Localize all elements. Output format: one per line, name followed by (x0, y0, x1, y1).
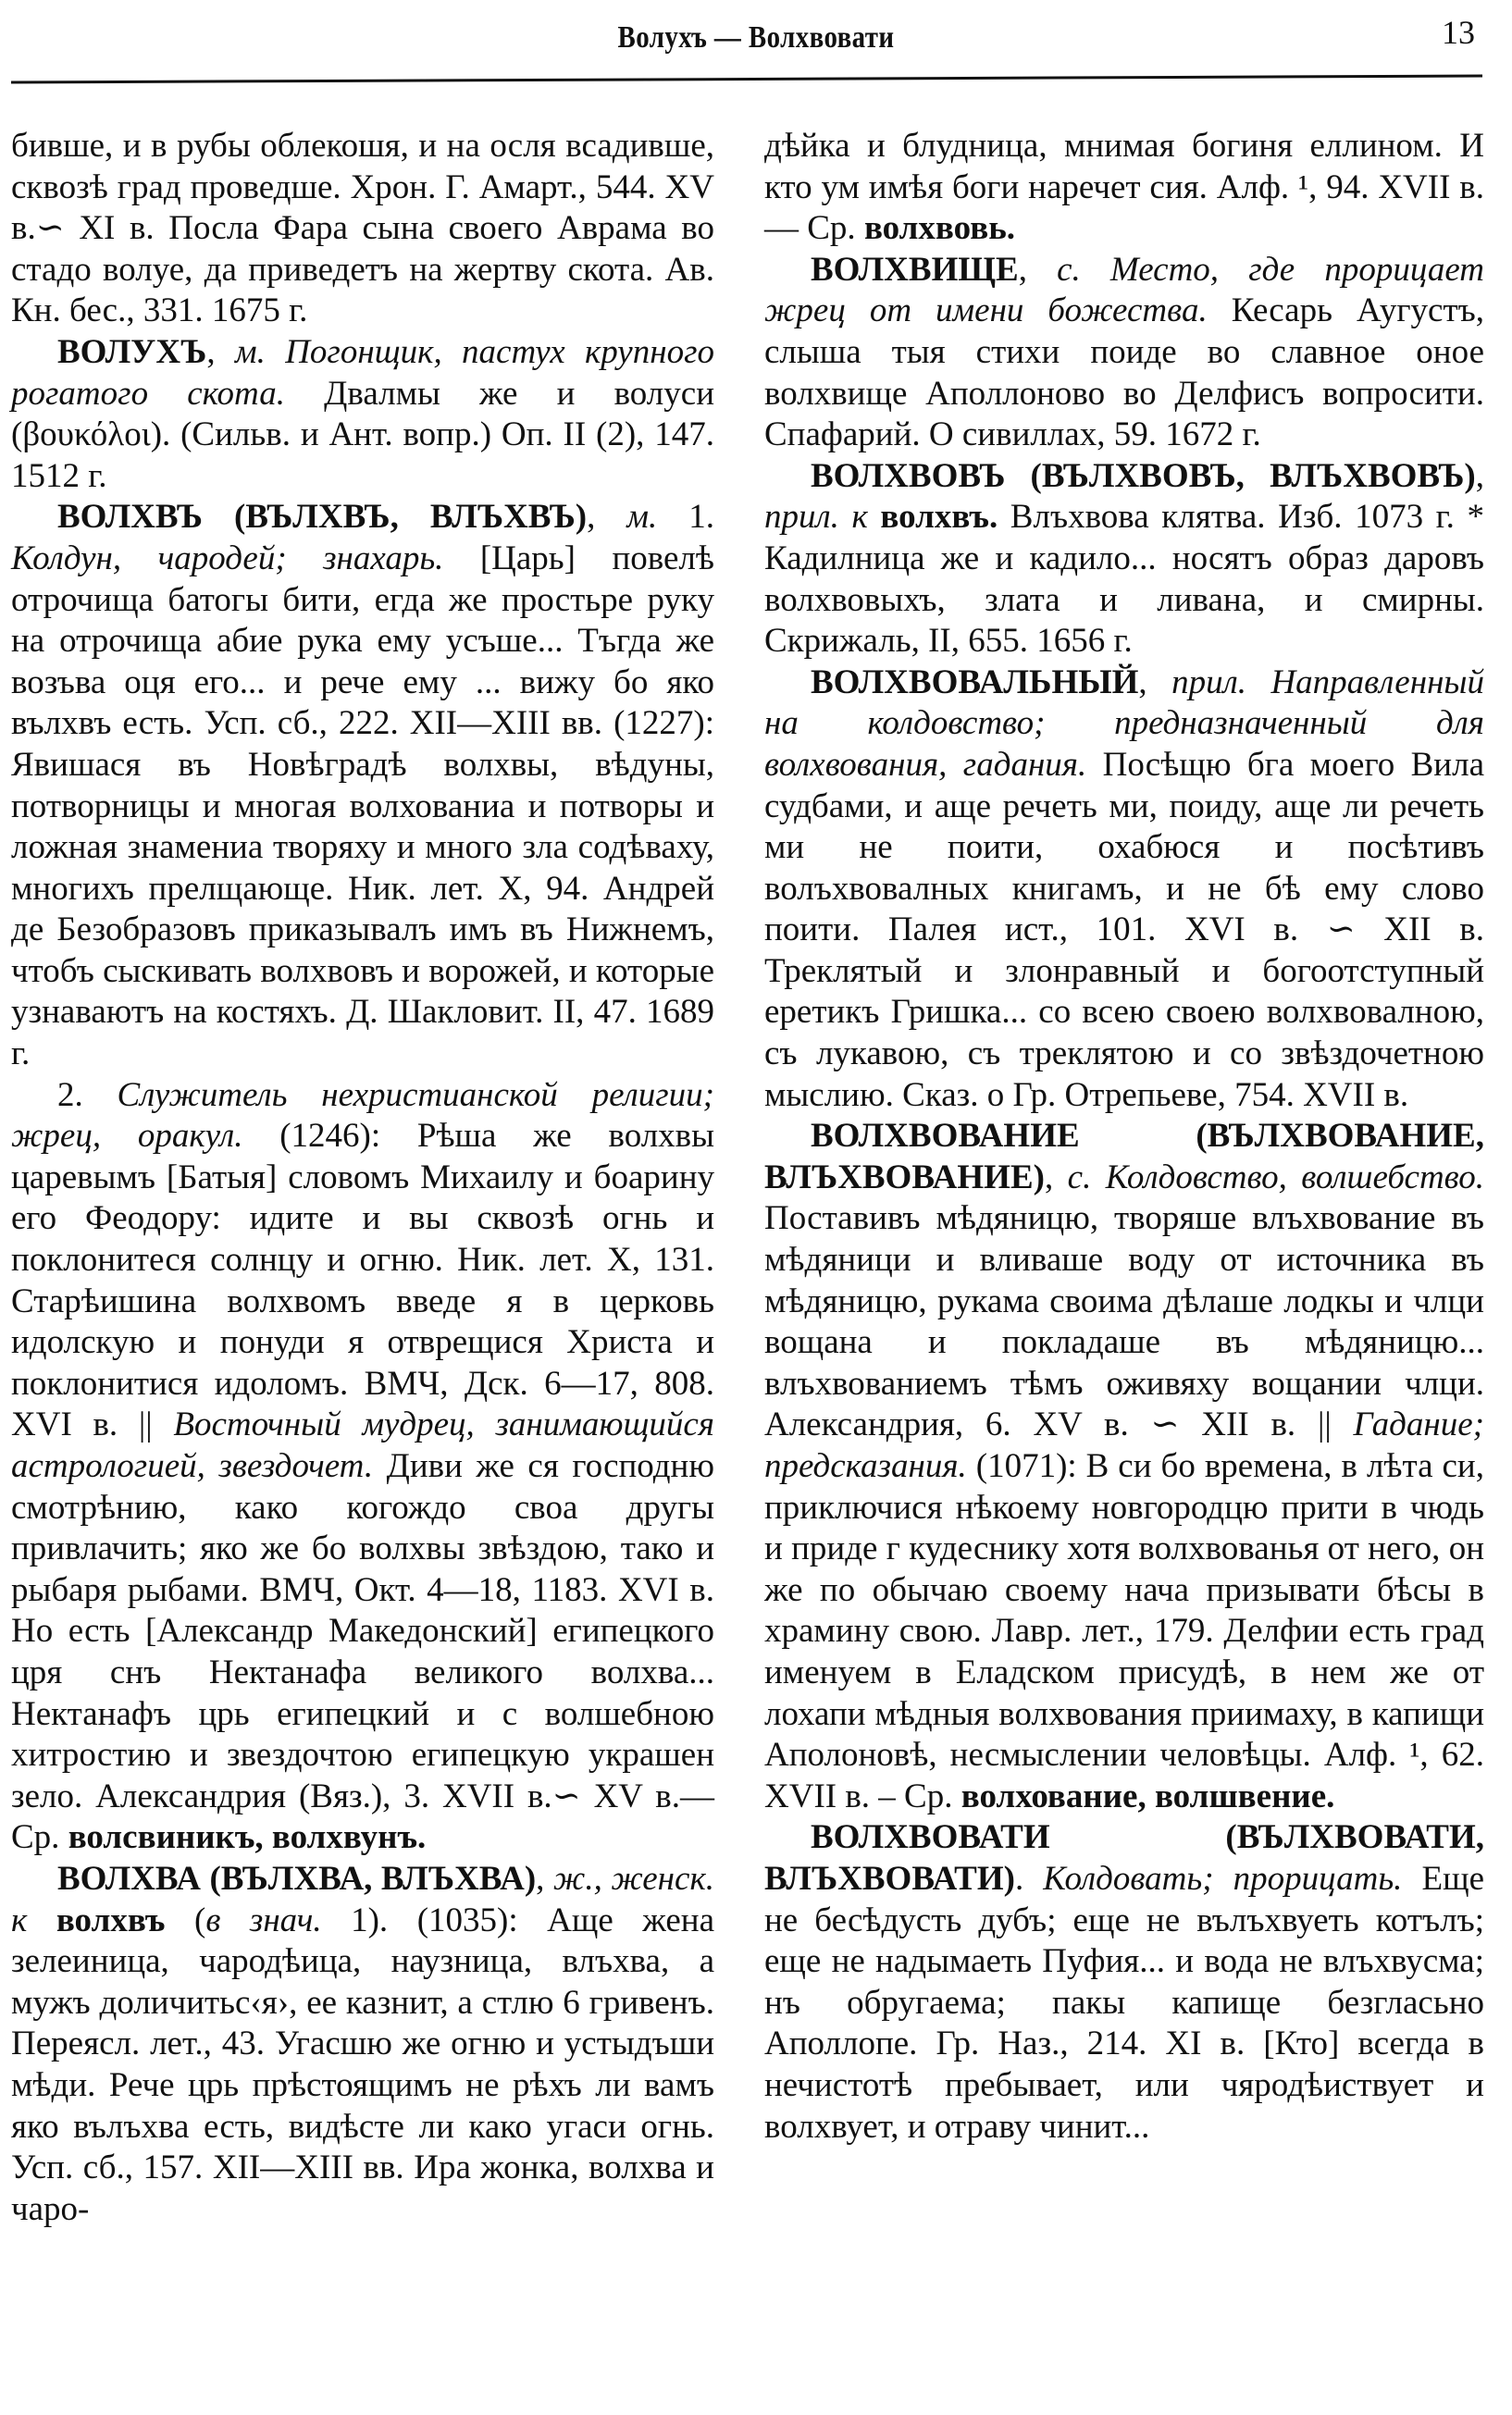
headword: ВОЛХВЪ (ВЪЛХВЪ, ВЛЪХВЪ) (57, 498, 588, 537)
right-column (764, 126, 1484, 2148)
entry-text: , (1138, 663, 1172, 701)
dictionary-entry (764, 250, 1484, 456)
entry-text: Двалмы же и волуси (βουκόλοι). (Сильв. и Ант. вопр.) Оп. II (2), 147. 1512 г. (11, 374, 714, 495)
definition-italic: в знач. (205, 1901, 322, 1939)
entry-text: (1071): В си бо времена, в лѣта си, приключися нѣкоему новгородцю прити в чюдь и приде г кудеснику хотя волхвованья от него, он же по обычаю своему нача призывати бѣсы в храмину свою. Лавр. лет., 179. Делфии есть град именуем в Еладском присудѣ, в нем же от лохапи мѣдныя волхвования приимаху, в капищи Аполоновѣ, несмыслении человѣцы. Алф. ¹, 62. XVII в. – Ср. (764, 1447, 1484, 1815)
headword: ВОЛХВОВЪ (ВЪЛХВОВЪ, ВЛЪХВОВЪ) (811, 456, 1476, 495)
entry-text: Еще не бесѣдусть дубъ; еще не вълъхвуеть котълъ; еще не надымаеть Пуфия... и вода не влъхвусма; нъ обругаема; пакы капище безгласьно Аполлопе. Гр. Наз., 214. XI в. [Кто] всегда в нечистотѣ пребывает, или чяродѣиствует и волхвует, и отраву чинит... (764, 1859, 1485, 2146)
entry-text: Влъхвова клятва. Изб. 1073 г. * Кадилница же и кадило... носятъ образ даровъ волхвовыхъ, злата и ливана, и смирны. Скрижаль, II, 655. 1656 г. (764, 498, 1484, 661)
entry-text: 1. (657, 498, 715, 537)
entry-text: бивше, и в рубы облекошя, и на осля всадивше, сквозѣ град проведше. Хрон. Г. Амарт., 544. XV в.∽ XI в. Посла Фара сына своего Аврама во стадо волуе, да приведетъ на жертву скота. Ав. Кн. бес., 331. 1675 г. (11, 127, 714, 330)
definition-italic: прил. Направленный на колдовство; предназначенный для волхвования, гадания. (764, 663, 1484, 784)
headword: ВОЛХВА (ВЪЛХВА, ВЛЪХВА) (57, 1859, 537, 1898)
definition-italic: ж., женск. к (11, 1859, 715, 1939)
entry-text: . (1014, 1859, 1044, 1898)
definition-italic: с. Место, где прорицает жрец от имени божества. (764, 250, 1484, 330)
definition-italic: Восточный мудрец, занимающийся астрологией, звездочет. (11, 1406, 714, 1485)
dictionary-entry (11, 1859, 714, 2230)
headword: ВОЛУХЪ (57, 332, 207, 371)
entry-text: дѣйка и блудница, мнимая богиня еллином. И кто ум имѣя боги наречет сия. Алф. ¹, 94. XVII в.— Ср. (764, 127, 1484, 248)
dictionary-entry (11, 126, 714, 332)
entry-text: Поставивъ мѣдяницю, творяше влъхвование въ мѣдяници и вливаше воду от источника въ мѣдяницю, рукама своима дѣлаше лодкы и члци вощана и покладаше въ мѣдяницю... влъхвованиемъ тѣмъ оживяху вощании члци. Александрия, 6. XV в. ∽ XII в. || (764, 1199, 1484, 1444)
entry-text (27, 1901, 56, 1939)
definition-italic: Гадание; предсказания. (764, 1406, 1484, 1485)
headword: волхвовь. (863, 209, 1016, 248)
entry-text: ( (165, 1901, 206, 1939)
entry-text (868, 498, 881, 536)
entry-text: , (1018, 250, 1058, 289)
dictionary-entry (11, 1075, 714, 1859)
dictionary-entry (11, 332, 714, 497)
headword: ВОЛХВОВАНИЕ (ВЪЛХВОВАНИЕ, ВЛЪХВОВАНИЕ) (764, 1117, 1484, 1196)
entry-text: [Царь] повелѣ отрочища батогы бити, егда же простьре руку на отрочища абие рука ему усъше... Тъгда же возъва оця его... и рече ему ... вижу бо яко вълхвъ есть. Усп. сб., 222. XII—XIII вв. (1227): Явишася въ Новѣградѣ волхвы, вѣдуны, потворницы и многая волхованиа и потворы и ложная знамениа творяху и много зла содѣваху, многихъ прелщающе. Ник. лет. X, 94. Андрей де Безобразовъ приказывалъ имъ въ Нижнемъ, чтобъ сыскивать волхвовъ и ворожей, и которые узнаваютъ на костяхъ. Д. Шакловит. II, 47. 1689 г. (11, 539, 714, 1073)
entry-text: Посѣщю бга моего Вила судбами, и аще речеть ми, поиду, аще ли речеть ми не поити, охабюся и посѣтивъ волъхвовалных книгамъ, и не бѣ ему слово поити. Палея ист., 101. XVI в. ∽ XII в. Треклятый и злонравный и богоотступный еретикъ Гришка... со всею своею волхвовалною, съ лукавою, съ треклятою и со звѣздочетною мыслию. Сказ. о Гр. Отрепьеве, 754. XVII в. (764, 745, 1484, 1114)
dictionary-entry (764, 1116, 1484, 1817)
headword: волсвиникъ, волхвунъ. (68, 1818, 427, 1857)
headword: волхование, волшвение. (960, 1777, 1335, 1815)
headword: ВОЛХВИЩЕ (811, 250, 1019, 289)
entry-text: 2. (57, 1075, 118, 1114)
dictionary-entry (11, 497, 714, 1074)
dictionary-entry (764, 663, 1484, 1117)
dictionary-entry (764, 126, 1484, 250)
headword: волхвъ (56, 1901, 166, 1939)
headword: ВОЛХВОВАЛЬНЫЙ (811, 663, 1139, 701)
definition-italic: прил. к (764, 498, 868, 537)
entry-text: Диви же ся господню смотрѣнию, како когождо своа другы привлачить; яко же бо волхвы звѣздою, тако и рыбаря рыбами. ВМЧ, Окт. 4—18, 1183. XVI в. Но есть [Александр Македонский] египецкого цря снъ Нектанафа великого волхва... Нектанафъ црь египецкий и с волшебною хитростию и звездочтою египецкую украшен зело. Александрия (Вяз.), 3. XVII в.∽ XV в.— Ср. (11, 1447, 714, 1857)
entry-text: , (587, 498, 627, 537)
entry-text: Кесарь Аугустъ, слыша тыя стихи поиде во славное оное волхвище Аполлоново во Делфисъ вопросити. Спафарий. О сивиллах, 59. 1672 г. (764, 291, 1485, 454)
page-number: 13 (1442, 14, 1475, 51)
header-rule (11, 75, 1482, 84)
definition-italic: м. (626, 498, 658, 537)
definition-italic: Служитель нехристианской религии; жрец, оракул. (11, 1075, 714, 1156)
definition-italic: м. Погонщик, пастух крупного рогатого скота. (11, 332, 714, 413)
entry-text: 1). (1035): Аще жена зелеиница, чародѣица, наузница, влъхва, а мужъ доличитьс‹я›, ее казнит, а стлю 6 гривенъ. Переясл. лет., 43. Угасшю же огню и устыдъши мѣди. Рече црь прѣстоящимъ не рѣхъ ли вамъ яко вълъхва есть, видѣсте ли како угаси огнь. Усп. сб., 157. XII—XIII вв. Ира жонка, волхва и чаро- (11, 1901, 714, 2228)
running-header: Волухъ — Волхвовати (617, 20, 895, 55)
definition-italic: Колдун, чародей; знахарь. (11, 539, 444, 577)
entry-text: , (1044, 1158, 1068, 1196)
definition-italic: с. Колдовство, волшебство. (1067, 1158, 1485, 1196)
dictionary-entry (764, 1817, 1484, 2148)
entry-text: , (206, 332, 235, 371)
headword: волхвъ. (880, 498, 998, 537)
headword: ВОЛХВОВАТИ (ВЪЛХВОВАТИ, ВЛЪХВОВАТИ) (764, 1818, 1484, 1898)
dictionary-entry (764, 456, 1484, 663)
left-column (11, 126, 714, 2230)
entry-text: , (536, 1859, 553, 1898)
entry-text: , (1475, 456, 1484, 495)
definition-italic: Колдовать; прорицать. (1043, 1859, 1403, 1898)
entry-text: (1246): Рѣша же волхвы царевымъ [Батыя] словомъ Михаилу и боарину его Феодору: идите и вы сквозѣ огнь и поклонитеся солнцу и огню. Ник. лет. X, 131. Старѣишина волхвомъ введе я в церковь идолскую и понуди я отврещися Христа и поклонитися идоломъ. ВМЧ, Дск. 6—17, 808. XVI в. || (11, 1117, 714, 1444)
